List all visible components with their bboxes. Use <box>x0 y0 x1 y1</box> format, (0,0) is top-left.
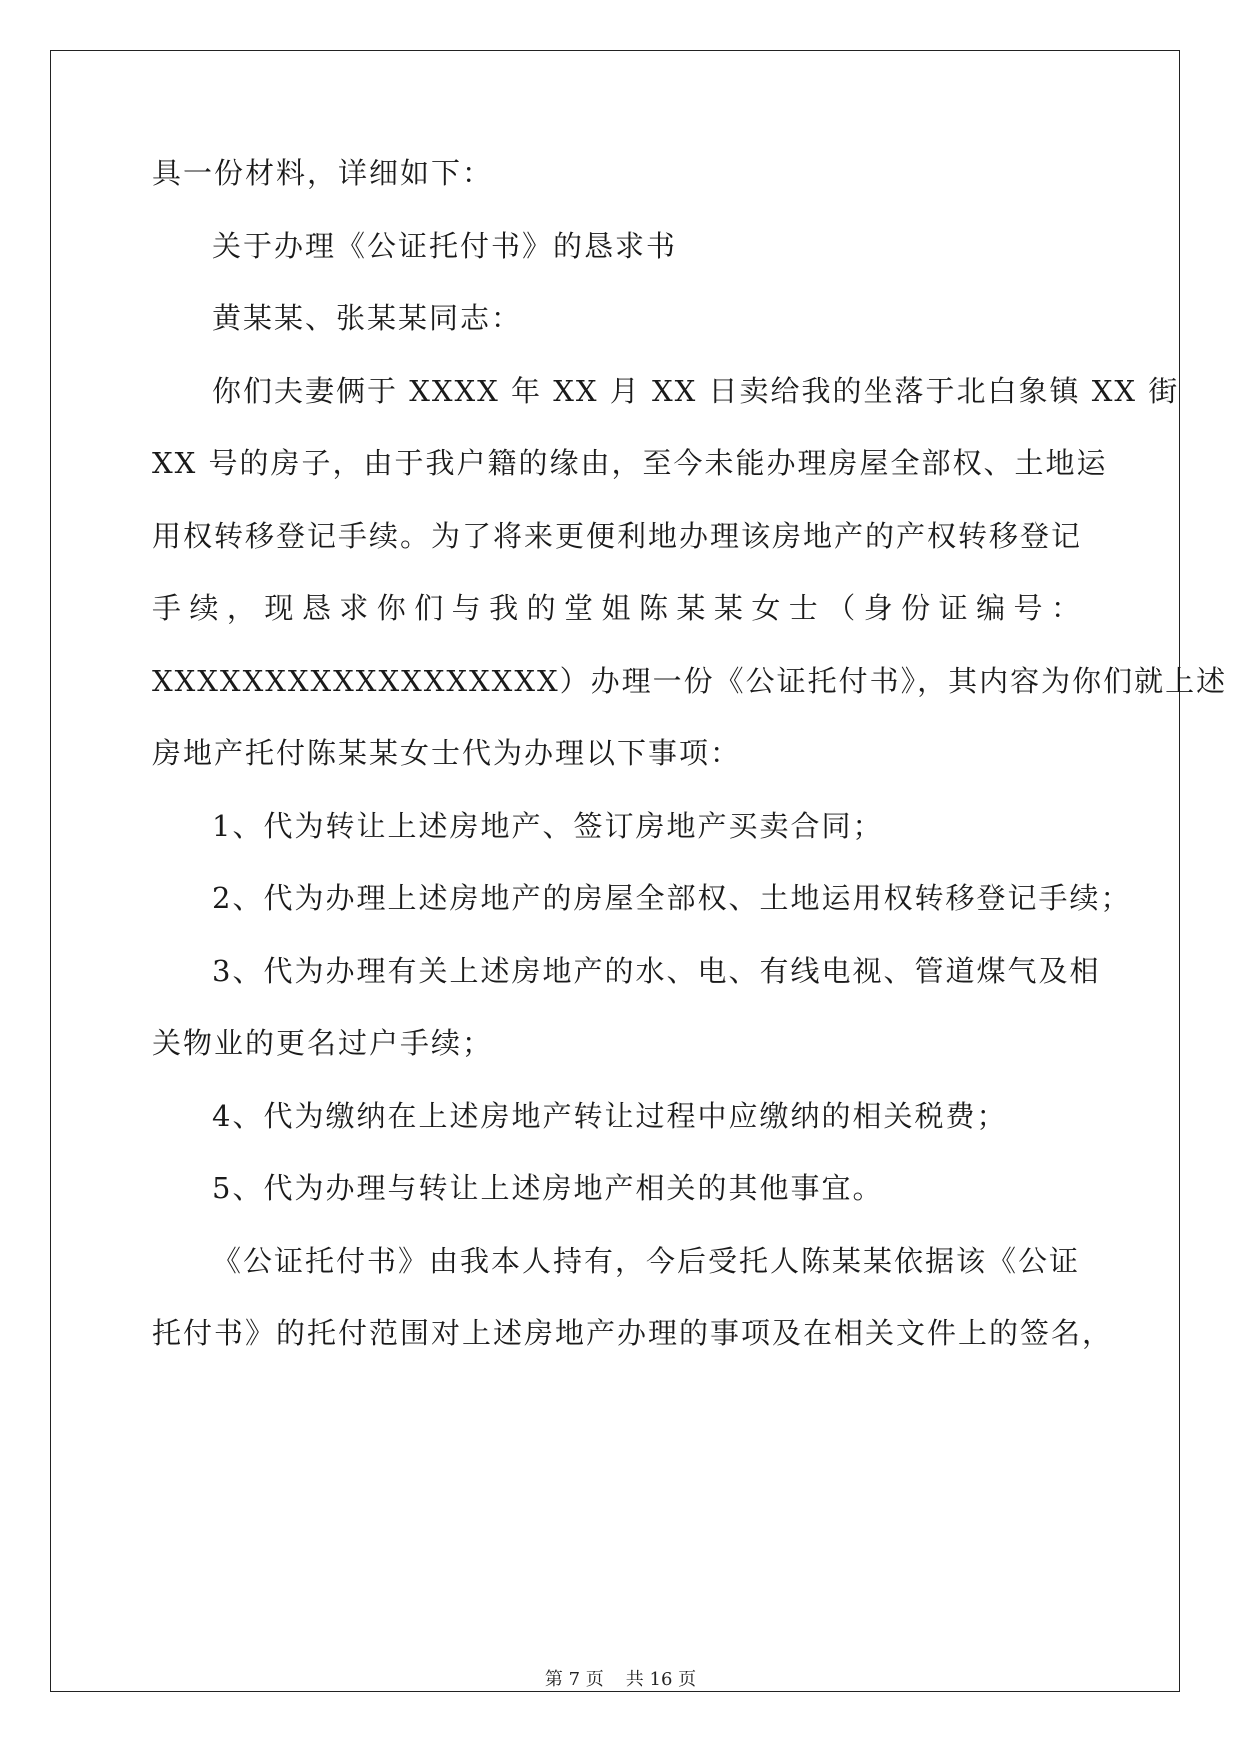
text-line-6: 用权转移登记手续。为了将来更便利地办理该房地产的产权转移登记 <box>152 519 1083 553</box>
text-line-9: 房地产托付陈某某女士代为办理以下事项： <box>152 736 742 770</box>
text-line-7: 手续，现恳求你们与我的堂姐陈某某女士（身份证编号： <box>152 591 1082 625</box>
text-line-16: 《公证托付书》由我本人持有，今后受托人陈某某依据该《公证 <box>212 1244 1081 1278</box>
text-line-17: 托付书》的托付范围对上述房地产办理的事项及在相关文件上的签名， <box>152 1316 1114 1350</box>
list-item-1: 1、代为转让上述房地产、签订房地产买卖合同； <box>212 809 884 843</box>
list-item-3-cont: 关物业的更名过户手续； <box>152 1026 494 1060</box>
list-item-5: 5、代为办理与转让上述房地产相关的其他事宜。 <box>212 1171 884 1205</box>
list-item-3: 3、代为办理有关上述房地产的水、电、有线电视、管道煤气及相 <box>212 954 1101 988</box>
page-border <box>50 50 1228 1692</box>
page-number-current: 第 7 页 <box>544 1669 604 1690</box>
request-title: 关于办理《公证托付书》的恳求书 <box>212 229 678 263</box>
salutation: 黄某某、张某某同志： <box>212 301 523 335</box>
text-line-5: XX 号的房子，由于我户籍的缘由，至今未能办理房屋全部权、土地运 <box>152 446 1108 480</box>
list-item-4: 4、代为缴纳在上述房地产转让过程中应缴纳的相关税费； <box>212 1099 1008 1133</box>
page-footer <box>0 1668 1241 1692</box>
text-line-8: XXXXXXXXXXXXXXXXXX）办理一份《公证托付书》，其内容为你们就上述 <box>152 664 1228 698</box>
text-line-4: 你们夫妻俩于 XXXX 年 XX 月 XX 日卖给我的坐落于北白象镇 XX 街 <box>212 374 1180 408</box>
page-number-total: 共 16 页 <box>625 1669 697 1690</box>
text-line-1: 具一份材料，详细如下： <box>152 156 494 190</box>
list-item-2: 2、代为办理上述房地产的房屋全部权、土地运用权转移登记手续； <box>212 881 1132 915</box>
